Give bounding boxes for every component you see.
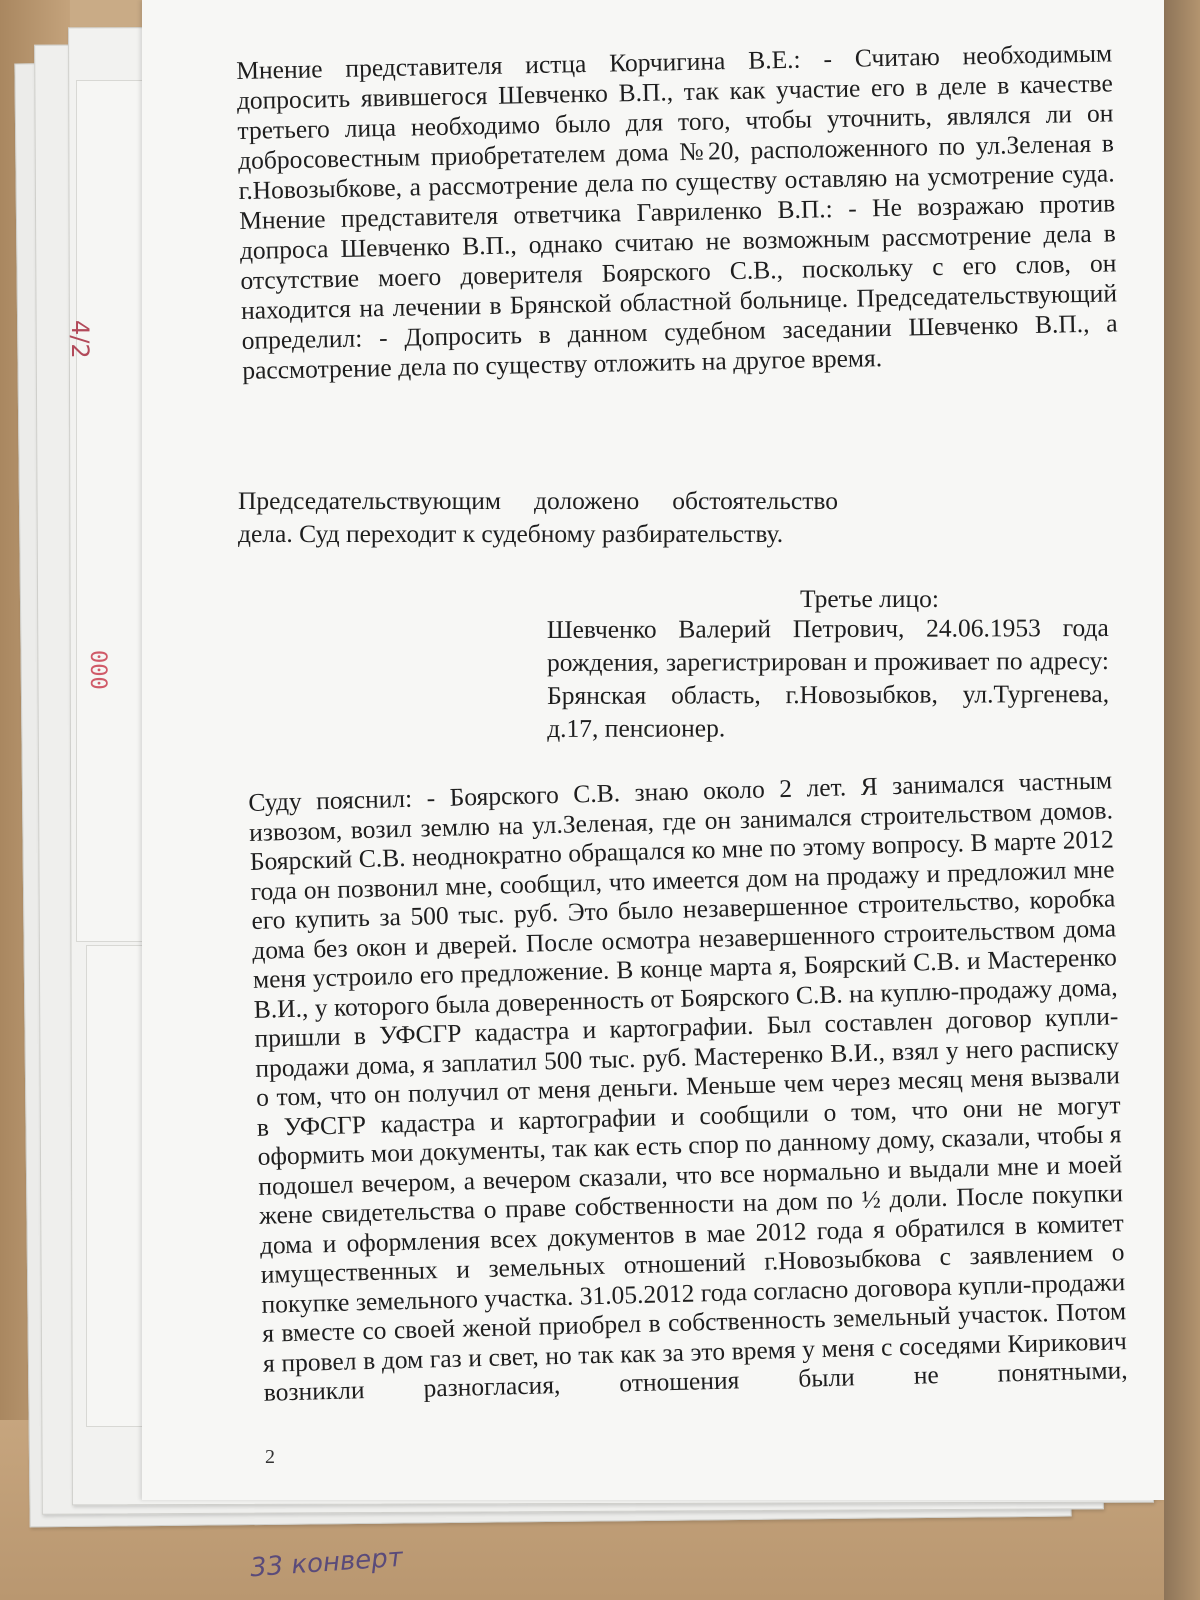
margin-handwritten-mark: 4/2 bbox=[66, 320, 94, 359]
case-status-paragraph: Председательствующим доложено обстоятельство дела. Суд переходит к судебному разбирательству. bbox=[238, 486, 838, 548]
third-party-label: Третье лицо: bbox=[800, 584, 939, 613]
margin-page-stamp: 000 bbox=[85, 650, 110, 690]
third-party-info: Шевченко Валерий Петрович, 24.06.1953 года рождения, зарегистрирован и проживает по адресу: Брянская область, г.Новозыбков, ул.Тургенева, д.17, пенсионер. bbox=[546, 613, 1110, 743]
folder-cover-right bbox=[1164, 0, 1200, 1600]
testimony-paragraph: Суду пояснил: - Боярского С.В. знаю около 2 лет. Я занимался частным извозом, возил землю на ул.Зеленая, где он занимался строительством домов. Боярский С.В. неоднократно обращался ко мне по этому вопросу. В марте 2012 года он позвонил мне, сообщил, что имеется дом на продажу и предложил мне его купить за 500 тыс. руб. Это было незавершенное строительство, коробка дома без окон и дверей. После осмотра незавершенного строительством дома меня устроило его предложение. В конце марта я, Боярский С.В. и Мастеренко В.И., у которого была доверенность от Боярского С.В. на куплю-продажу дома, пришли в УФСГР кадастра и картографии. Был составлен договор купли-продажи дома, я заплатил 500 тыс. руб. Мастеренко В.И., взял у него расписку о том, что он получил от меня деньги. Меньше чем через месяц меня вызвали в УФСГР кадастра и картографии и сообщили о том, что они не могут оформить мои документы, так как есть спор по данному дому, сказали, чтобы я подошел вечером, а вечером сказали, что все нормально и выдали мне и моей жене свидетельства о праве собственности на дом по ½ доли. После покупки дома и оформления всех документов в мае 2012 года я обратился в комитет имущественных и земельных отношений г.Новозыбкова с заявлением о покупке земельного участка. 31.05.2012 года согласно договора купли-продажи я вместе со своей женой приобрел в собственность земельный участок. Потом я провел в дом газ и свет, но так как за это время у меня с соседями Кирикович возникли разногласия, отношения были не понятными, bbox=[248, 765, 1128, 1407]
opinions-paragraph: Мнение представителя истца Корчигина В.Е.: - Считаю необходимым допросить явившегося Шевченко В.П., так как участие его в деле в качестве третьего лица необходимо было для того, чтобы уточнить, являлся ли он добросовестным приобретателем дома №20, расположенного по ул.Зеленая в г.Новозыбкове, а рассмотрение дела по существу оставляю на усмотрение суда. Мнение представителя ответчика Гавриленко В.П.: - Не возражаю против допроса Шевченко В.П., однако считаю не возможным рассмотрение дела в отсутствие моего доверителя Боярского С.В., поскольку с его слов, он находится на лечении в Брянской областной больнице. Председательствующий определил: - Допросить в данном судебном заседании Шевченко В.П., а рассмотрение дела по существу отложить на другое время. bbox=[236, 38, 1118, 385]
page-number: 2 bbox=[265, 1446, 275, 1468]
handwritten-note: 33 конверт bbox=[249, 1542, 404, 1584]
